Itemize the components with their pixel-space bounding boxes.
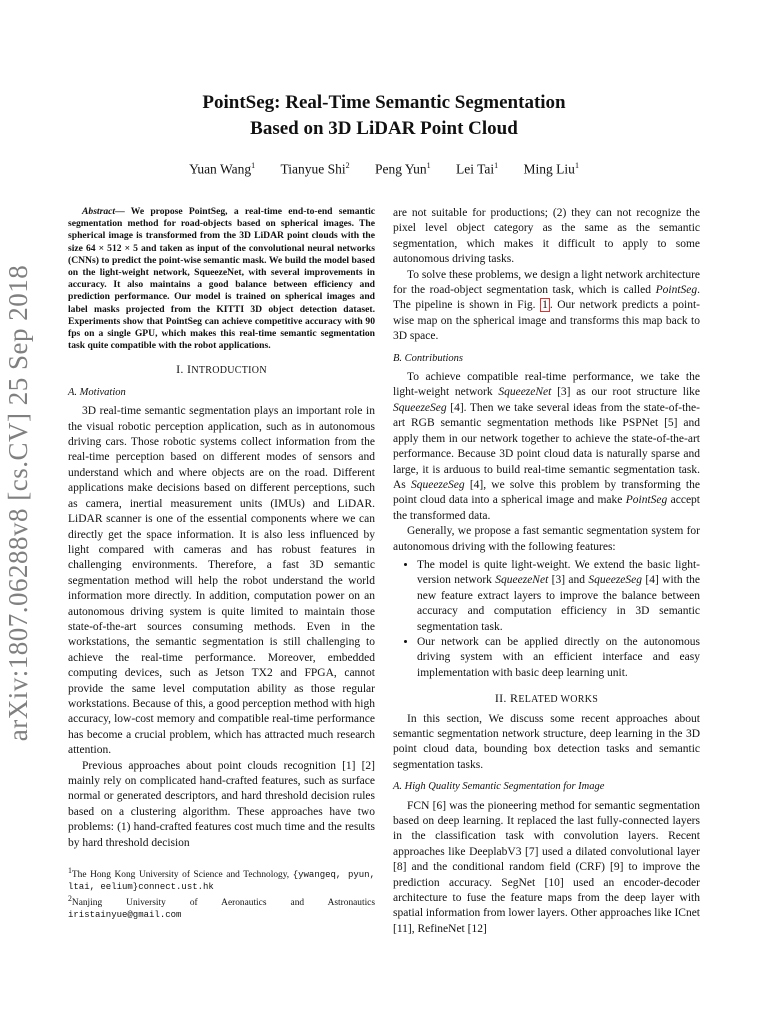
- text-run: [4] with the new feature extract layers to improve the balance between accuracy and computation efficiency in 3D semantic segmentation task.: [417, 574, 701, 633]
- author-name: Peng Yun: [374, 161, 427, 177]
- text-run: SqueezeSeg: [393, 401, 447, 414]
- intro-paragraph-3: [393, 268, 700, 345]
- text-run: SqueezeSeg: [588, 574, 643, 587]
- subsection-motivation: A. Motivation: [68, 386, 126, 398]
- text-run: SqueezeNet: [495, 574, 549, 587]
- footnote-marker: 1: [68, 866, 72, 876]
- abstract-dash: —: [115, 206, 131, 217]
- footnote-1: [68, 865, 375, 893]
- author: [280, 161, 349, 178]
- related-paragraph-2: FCN [6] was the pioneering method for semantic segmentation based on deep learning. It replaced the last fully-connected layers in the classification task with convolution layers. Recent approaches like DeeplabV3 [7] used a dilated convolutional layer [8] and the conditional random field (CRF) [9] to improve the prediction accuracy. SegNet [10] used an encoder-decoder architecture to fuse the feature maps from the deep layer with spatial information from lower layers. Other approaches like ICnet [11], RefineNet [12]: [393, 799, 700, 935]
- abstract-text: We propose PointSeg, a real-time end-to-end semantic segmentation method for road-objects based on spherical images. The spherical image is transformed from the 3D LiDAR point clouds with the size 64 × 512 × 5 and taken as input of the convolutional neural networks (CNNs) to predict the point-wise semantic mask. We build the model based on the light-weight network, SqueezeNet, with several improvements in accuracy. It also maintains a good balance between efficiency and prediction performance. Our model is trained on spherical images and label masks projected from the KITTI 3D object detection dataset. Experiments show that PointSeg can achieve competitive accuracy with 90 fps on a single GPU, which makes this real-time semantic segmentation task quite compatible with the robot applications.: [68, 206, 375, 352]
- author-name: Yuan Wang: [189, 161, 252, 177]
- title-line-1: PointSeg: Real-Time Semantic Segmentation: [202, 92, 566, 113]
- section-number: II.: [494, 691, 511, 706]
- footnote-marker: 2: [68, 894, 72, 904]
- feature-list-item: [417, 558, 700, 635]
- author: [524, 161, 579, 178]
- author: [189, 161, 255, 178]
- paper-title: [0, 90, 768, 142]
- arxiv-stamp: arXiv:1807.06288v8 [cs.CV] 25 Sep 2018: [3, 264, 33, 742]
- author: [375, 161, 431, 178]
- author-list: [0, 161, 768, 178]
- author-affiliation: 1: [426, 161, 431, 170]
- author-affiliation: 2: [345, 161, 350, 170]
- text-run: [3] and: [548, 574, 589, 587]
- text-run: The model is quite light-weight. We extend the basic light-version network: [417, 558, 700, 587]
- text-run: PointSeg: [625, 494, 668, 507]
- related-paragraph-1: In this section, We discuss some recent approaches about semantic segmentation network structure, deep learning in the 3D point cloud data, bounding box detection tasks and semantic segmentation tasks.: [393, 712, 700, 771]
- intro-paragraph-1: 3D real-time semantic segmentation plays an important role in the visual robotic perception application, such as in autonomous driving cars. Those robotic systems collect information from the real-time perception based on different modes of sensors and understand which and where objects are on the road. Different applications make decisions based on different perceptions, such as camera, inertial measurement units (IMUs) and LiDAR. LiDAR scanner is one of the essential components where we can directly get the space information. It is also less influenced by light compared with cameras and has robust features in challenging environments. Therefore, a fast 3D semantic segmentation method will help the robot understand the world information more directly. In addition, computation power on an autonomous driving system is quite limited to maintain those state-of-the-art sources consuming methods. Even in the workstations, the semantic segmentation is still challenging to achieve the real-time performance. Moreover, embedded computing devices, such as Jetson TX2 and FPGA, cannot provide the same level computation ability as those regular workstations. Because of this, a good perception method with high accuracy, low-cost memory and compatible real-time performance has become a crucial problem, which has attracted much research attention.: [68, 405, 375, 757]
- text-run: SqueezeNet: [498, 386, 552, 399]
- section-rest: NTRODUCTION: [191, 365, 267, 377]
- abstract-lead: Abstract: [82, 206, 116, 217]
- left-column: [68, 206, 375, 922]
- text-run: [4]. Then we take several ideas from the state-of-the-art RGB semantic segmentation methods like PSPNet [5] and apply them in our network together to achieve the state-of-the-art performance. Because 3D point cloud data is naturally sparse and large, it is arduous to build real-time semantic segmentation task. As: [393, 401, 700, 491]
- author-affiliation: 1: [494, 161, 499, 170]
- intro-paragraph-2: Previous approaches about point clouds recognition [1] [2] mainly rely on complicated hand-crafted features, such as surface normal or generated descriptors, and hard threshold decision rules based on a clustering algorithm. These approaches have two problems: (1) hand-crafted features cost much time and the results by hard threshold decision: [68, 759, 375, 849]
- section-number: I.: [176, 362, 188, 377]
- footnote-text: The Hong Kong University of Science and Technology,: [71, 870, 293, 881]
- text-run: [3] as our root structure like: [551, 386, 700, 399]
- footnote-email: iristainyue@gmail.com: [68, 910, 182, 921]
- text-run: accept the transformed data.: [393, 494, 700, 522]
- author-name: Ming Liu: [523, 161, 575, 177]
- abstract: [68, 206, 375, 352]
- text-run: SqueezeSeg: [410, 478, 465, 491]
- footnote-email: {ywangeq, pyun, ltai, eelium}connect.ust.hk: [68, 870, 375, 892]
- footnote-text: Nanjing University of Aeronautics and Astronautics: [71, 898, 375, 909]
- feature-list: [393, 558, 700, 681]
- text-run: To achieve compatible real-time performance, we take the light-weight network: [393, 371, 700, 399]
- contrib-paragraph-2: Generally, we propose a fast semantic segmentation system for autonomous driving with the following features:: [393, 525, 700, 553]
- author: [456, 161, 498, 178]
- title-line-2: Based on 3D LiDAR Point Cloud: [250, 118, 518, 139]
- text-run: PointSeg: [655, 284, 698, 297]
- feature-list-item: • Our network can be applied directly on the autonomous driving system with an efficient interface and easy implementation with basic deep learning unit.: [417, 635, 700, 681]
- subsection-high-quality-segmentation: A. High Quality Semantic Segmentation for Image: [393, 781, 605, 793]
- text-run: . Our network predicts a point-wise map on the spherical image and transforms this map back to 3D space.: [393, 299, 700, 343]
- author-affiliation: 1: [251, 161, 256, 170]
- footnotes: [68, 865, 375, 922]
- right-column: [393, 206, 700, 937]
- author-name: Lei Tai: [456, 161, 495, 177]
- section-heading-introduction: [68, 362, 375, 378]
- author-affiliation: 1: [574, 161, 579, 170]
- intro-paragraph-continued: are not suitable for productions; (2) they can not recognize the pixel level object category as the same as the semantic segmentation, which makes it difficult to apply to some autonomous driving tasks.: [393, 207, 700, 266]
- section-initial: R: [510, 691, 519, 706]
- figure-reference-link[interactable]: 1: [542, 299, 548, 312]
- subsection-contributions: B. Contributions: [393, 352, 464, 364]
- section-rest: ELATED WORKS: [518, 694, 599, 706]
- contrib-paragraph-1: [393, 370, 700, 524]
- text-run: . The pipeline is shown in Fig.: [393, 284, 700, 312]
- author-name: Tianyue Shi: [280, 161, 346, 177]
- section-initial: I: [187, 362, 192, 377]
- footnote-2: [68, 893, 375, 921]
- section-heading-related-works: [393, 691, 700, 707]
- text-run: To solve these problems, we design a light network architecture for the road-object segmentation task, which is called: [393, 268, 700, 297]
- text-run: [4], we solve this problem by transforming the point cloud data into a spherical image and make: [393, 478, 700, 507]
